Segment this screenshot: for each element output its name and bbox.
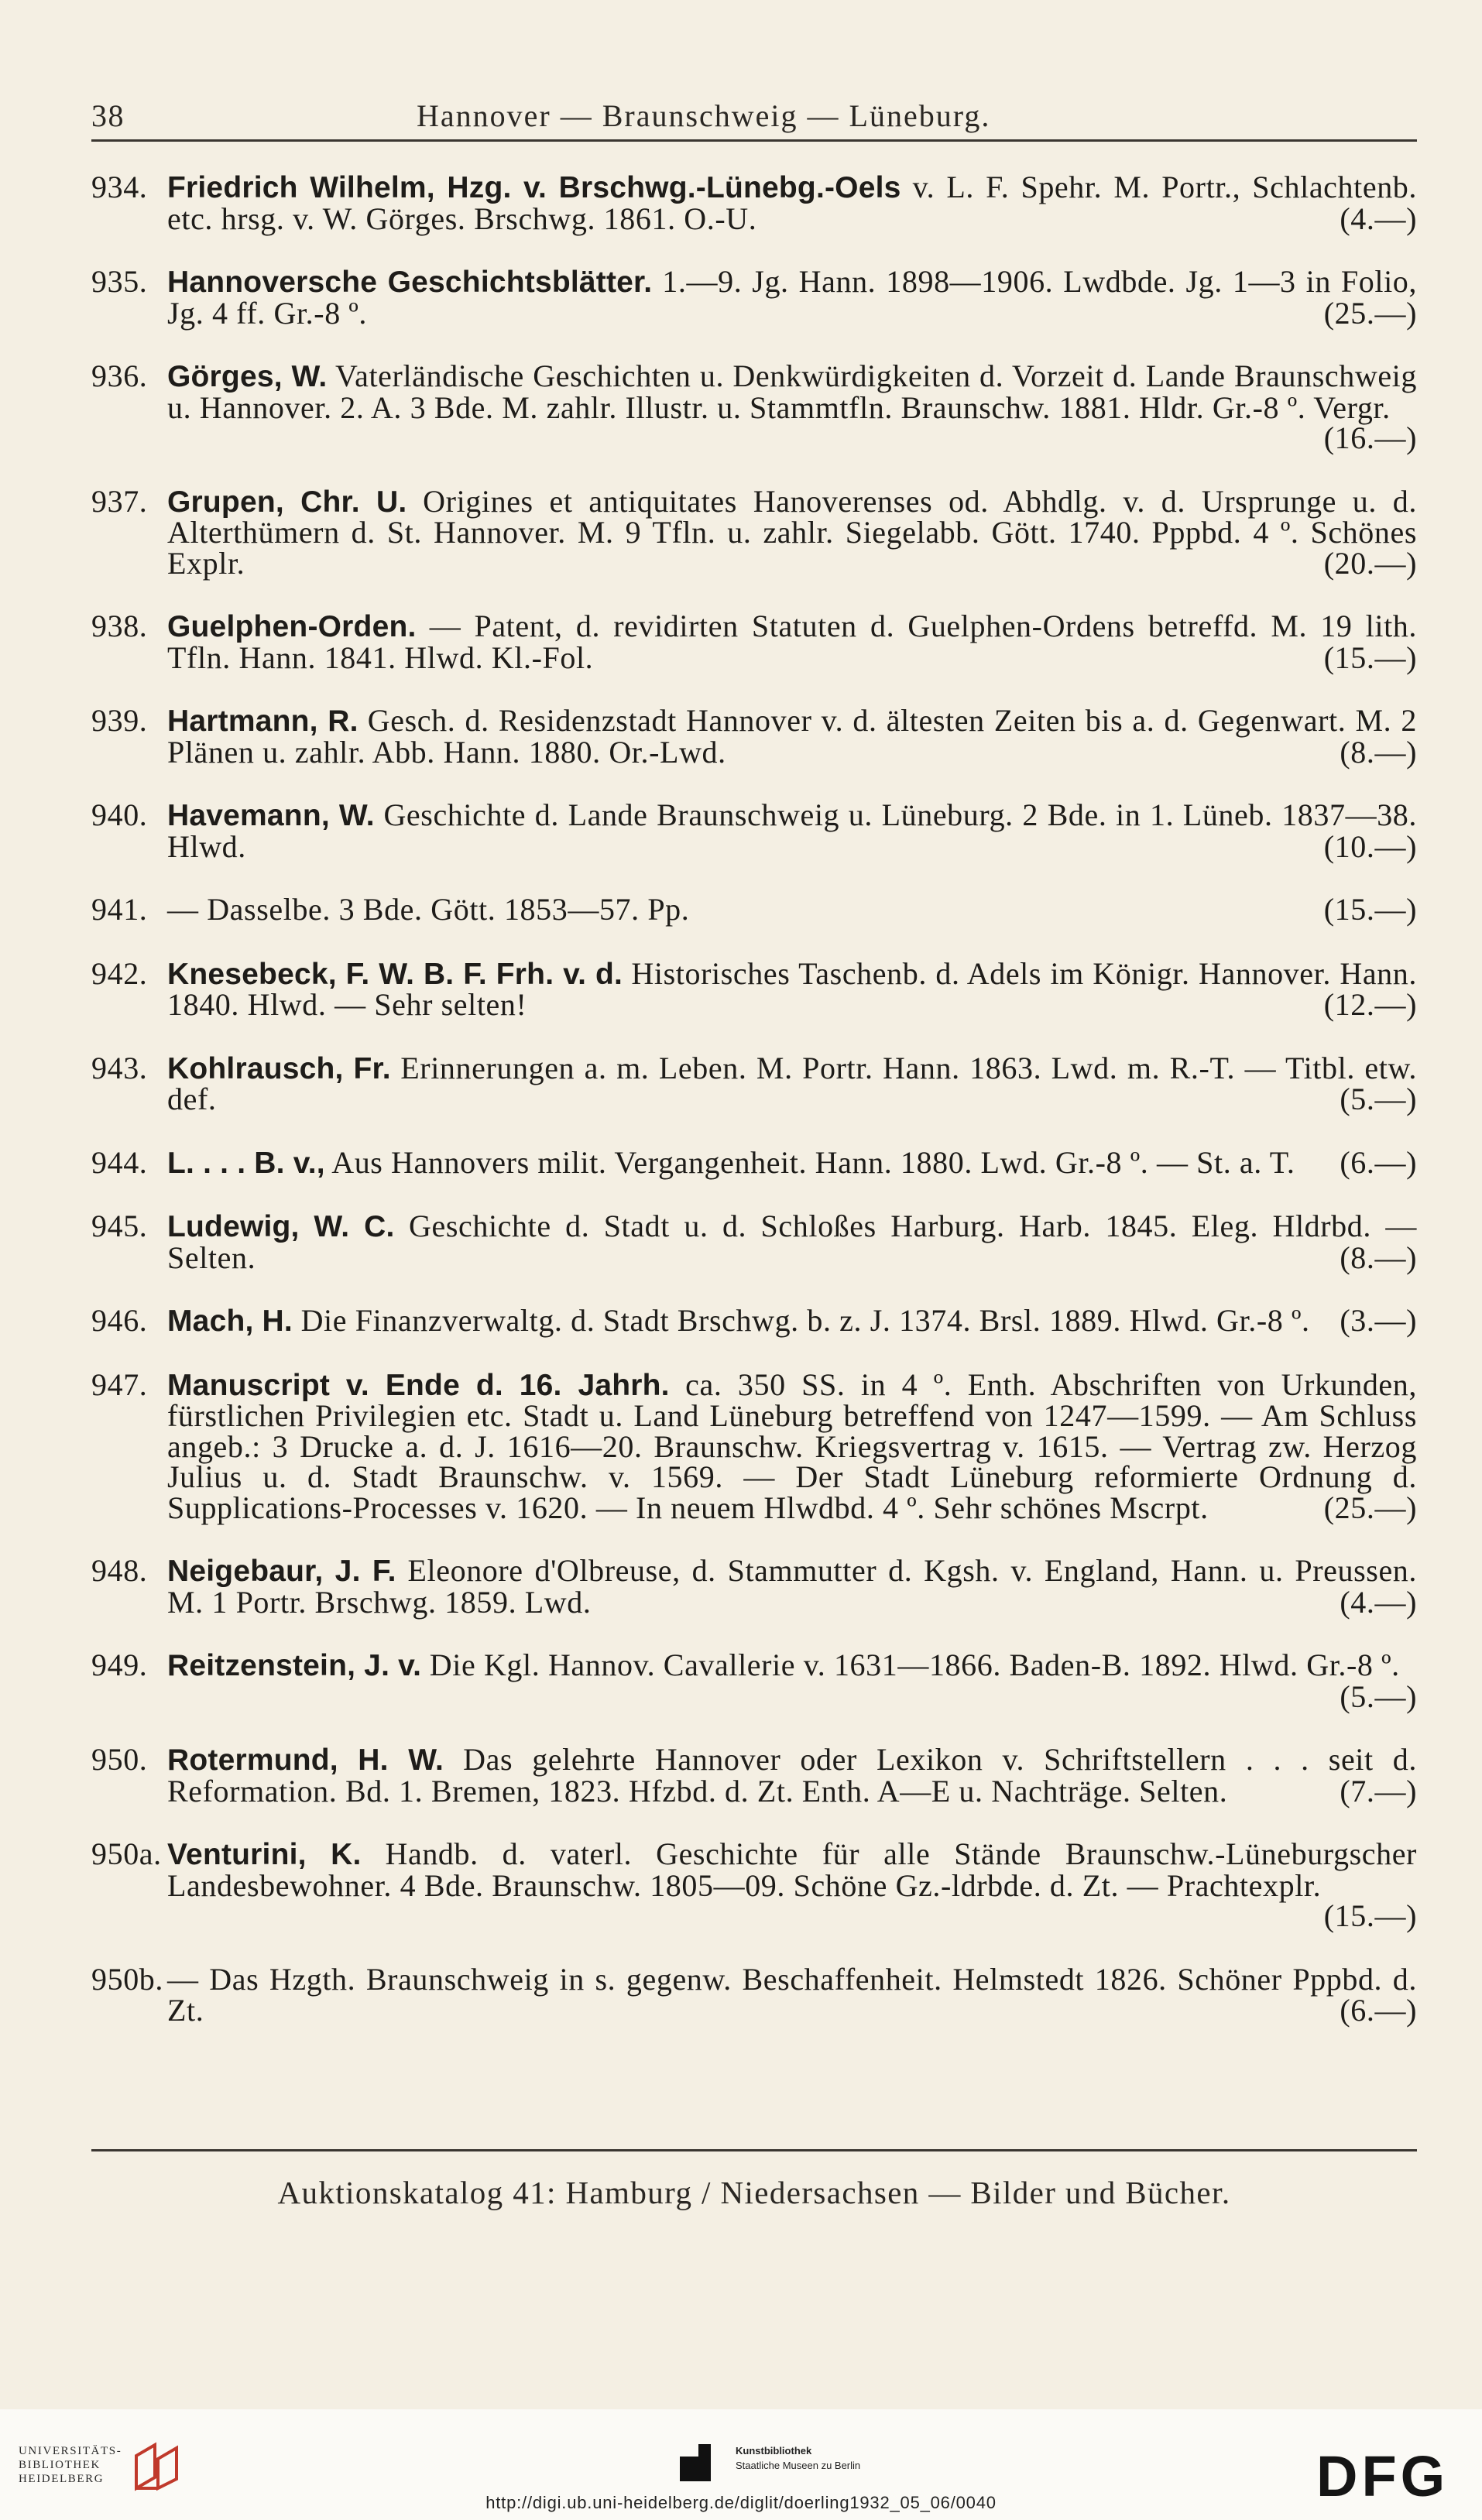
entry-body <box>167 483 1417 581</box>
catalog-entry <box>91 1050 1417 1116</box>
entry-author: Neigebaur, J. F. <box>167 1555 396 1588</box>
entry-body <box>167 1553 1417 1620</box>
source-url-link[interactable]: http://digi.ub.uni-heidelberg.de/diglit/doerling1932_05_06/0040 <box>485 2493 997 2512</box>
entry-text: Origines et antiquitates Hanoverenses od. Abhdlg. v. d. Ursprunge u. d. Alterthümern d. St. Hannover. M. 9 Tfln. u. zahlr. Siegelabb. Gött. 1740. Pppbd. 4 º. Schönes Explr. <box>167 483 1417 581</box>
entry-author: Reitzenstein, J. v. <box>167 1649 422 1682</box>
entry-description <box>167 1836 1417 1903</box>
catalog-entry <box>91 358 1417 455</box>
entry-number: 940. <box>91 797 148 832</box>
heidelberg-library-logo <box>132 2439 187 2493</box>
institution-line: UNIVERSITÄTS- <box>19 2445 122 2457</box>
entry-author: Havemann, W. <box>167 799 375 832</box>
entry-text: Das gelehrte Hannover oder Lexikon v. Schriftstellern . . . seit d. Reformation. Bd. 1. Bremen, 1823. Hfzbd. d. Zt. Enth. A—E u. Nachträge. Selten. <box>167 1742 1417 1809</box>
entry-description <box>167 892 689 927</box>
entry-number: 946. <box>91 1303 148 1338</box>
entry-author: Venturini, K. <box>167 1838 362 1871</box>
catalog-entry <box>91 1836 1417 1933</box>
entry-price: (25.—) <box>1323 295 1417 331</box>
entry-text: Die Kgl. Hannov. Cavallerie v. 1631—1866. Baden-B. 1892. Hlwd. Gr.-8 º. <box>421 1647 1400 1682</box>
catalog-entry <box>91 1742 1417 1809</box>
entry-price: (15.—) <box>1323 639 1417 675</box>
entry-author: Görges, W. <box>167 360 328 393</box>
catalog-entry <box>91 1211 1417 1273</box>
entry-price: (8.—) <box>1340 734 1417 770</box>
entry-number: 945. <box>91 1209 148 1243</box>
entry-description <box>167 1051 1417 1117</box>
entry-price: (12.—) <box>1323 987 1417 1022</box>
entry-text: — Das Hzgth. Braunschweig in s. gegenw. Beschaffenheit. Helmstedt 1826. Schöner Pppbd. d. Zt. <box>167 1961 1417 2028</box>
catalog-entry <box>91 1366 1417 1525</box>
entry-author: L. . . . B. v., <box>167 1146 325 1180</box>
header-title: Hannover — Braunschweig — Lüneburg. <box>417 98 991 133</box>
entry-body <box>167 358 1417 455</box>
catalog-entry <box>91 797 1417 864</box>
kunstbibliothek-logo <box>680 2444 711 2481</box>
institution-line: HEIDELBERG <box>19 2473 105 2485</box>
entry-author: Knesebeck, F. W. B. F. Frh. v. d. <box>167 957 623 991</box>
entry-number: 937. <box>91 483 148 519</box>
footer-rule <box>91 2149 1417 2151</box>
entry-text: Historisches Taschenb. d. Adels im Königr. Hannover. Hann. 1840. Hlwd. — Sehr selten! <box>167 955 1417 1022</box>
entry-description <box>167 703 1417 770</box>
entry-author: Kohlrausch, Fr. <box>167 1051 391 1085</box>
entry-description <box>167 1962 1417 2028</box>
catalog-entry <box>91 483 1417 581</box>
entry-author: Hannoversche Geschichtsblätter. <box>167 266 653 299</box>
catalog-entry <box>91 1144 1417 1180</box>
entry-description <box>167 264 1417 331</box>
entry-author: Rotermund, H. W. <box>167 1743 444 1777</box>
entry-number: 950b. <box>91 1961 163 1997</box>
entry-author: Hartmann, R. <box>167 705 358 738</box>
entry-body <box>167 172 1417 234</box>
entry-body <box>167 1211 1417 1273</box>
entry-body <box>167 611 1417 673</box>
entry-price: (4.—) <box>1340 1584 1417 1620</box>
entry-text: Handb. d. vaterl. Geschichte für alle Stände Braunschw.-Lüneburgscher Landesbewohner. 4 Bde. Braunschw. 1805—09. Schöne Gz.-ldrbde. d. Zt. — Prachtexplr. <box>167 1836 1417 1903</box>
entry-number: 941. <box>91 892 148 927</box>
entry-body <box>167 955 1417 1022</box>
entry-description <box>167 1742 1417 1809</box>
entry-body <box>167 1742 1417 1809</box>
entry-price: (4.—) <box>1340 201 1417 236</box>
entry-description <box>167 1145 1295 1180</box>
entry-number: 944. <box>91 1144 148 1180</box>
entry-body <box>167 1305 1417 1337</box>
entry-number: 943. <box>91 1050 148 1085</box>
entry-body <box>167 1961 1417 2028</box>
entry-price: (3.—) <box>1340 1303 1417 1338</box>
entry-number: 949. <box>91 1647 148 1682</box>
entry-price: (10.—) <box>1323 828 1417 864</box>
entry-number: 947. <box>91 1366 148 1402</box>
entry-body <box>167 1050 1417 1116</box>
entry-price: (15.—) <box>1323 892 1417 927</box>
catalog-entry <box>91 611 1417 673</box>
entry-number: 935. <box>91 264 148 299</box>
entry-author: Mach, H. <box>167 1305 293 1338</box>
entry-description <box>167 1553 1417 1620</box>
kb-subtitle: Staatliche Museen zu Berlin <box>736 2460 861 2471</box>
entry-price: (25.—) <box>1323 1490 1417 1525</box>
entry-description <box>167 1367 1417 1525</box>
entry-price: (8.—) <box>1340 1239 1417 1275</box>
entry-text: — Patent, d. revidirten Statuten d. Guelphen-Ordens betreffd. M. 19 lith. Tfln. Hann. 1841. Hlwd. Kl.-Fol. <box>167 609 1417 675</box>
entry-text: Die Finanzverwaltg. d. Stadt Brschwg. b. z. J. 1374. Brsl. 1889. Hlwd. Gr.-8 º. <box>292 1303 1310 1338</box>
entry-text: v. L. F. Spehr. M. Portr., Schlachtenb. etc. hrsg. v. W. Görges. Brschwg. 1861. O.-U. <box>167 170 1417 236</box>
catalog-entry <box>91 1647 1417 1714</box>
entry-description <box>167 358 1417 425</box>
entry-body <box>167 797 1417 864</box>
entry-number: 938. <box>91 609 148 643</box>
catalog-entry <box>91 1961 1417 2028</box>
entry-text: Vaterländische Geschichten u. Denkwürdigkeiten d. Vorzeit d. Lande Braunschweig u. Hannover. 2. A. 3 Bde. M. zahlr. Illustr. u. Stammtfln. Braunschw. 1881. Hldr. Gr.-8 º. Vergr. <box>167 358 1417 425</box>
entry-body <box>167 894 1417 926</box>
entry-author: Friedrich Wilhelm, Hzg. v. Brschwg.-Lünebg.-Oels <box>167 171 901 204</box>
entry-description <box>167 956 1417 1023</box>
catalog-entry <box>91 955 1417 1022</box>
entry-number: 936. <box>91 358 148 393</box>
entry-price: (6.—) <box>1340 1144 1417 1180</box>
entry-text: Geschichte d. Lande Braunschweig u. Lüneburg. 2 Bde. in 1. Lüneb. 1837—38. Hlwd. <box>167 797 1417 864</box>
entry-body <box>167 1647 1417 1714</box>
entry-price: (5.—) <box>1340 1678 1417 1714</box>
catalog-entries <box>91 172 1417 2059</box>
entry-text: ca. 350 SS. in 4 º. Enth. Abschriften von Urkunden, fürstlichen Privilegien etc. Stadt u. Land Lüneburg betreffend von 1247—1599. — Am Schluss angeb.: 3 Drucke a. d. J. 1616—20. Braunschw. Kriegsvertrag v. 1615. — Vertrag zw. Herzog Julius u. d. Stadt Braunschw. v. 1569. — Der Stadt Lüneburg reformierte Ordnung d. Supplications-Processes v. 1620. — In neuem Hlwdbd. 4 º. Sehr schönes Mscrpt. <box>167 1366 1417 1525</box>
entry-author: Guelphen-Orden. <box>167 610 417 643</box>
entry-text: Aus Hannovers milit. Vergangenheit. Hann. 1880. Lwd. Gr.-8 º. — St. a. T. <box>324 1144 1295 1180</box>
entry-price: (15.—) <box>1323 1898 1417 1933</box>
university-library-name <box>19 2444 122 2486</box>
entry-author: Manuscript v. Ende d. 16. Jahrh. <box>167 1368 670 1402</box>
digitization-footer <box>0 2409 1482 2520</box>
dfg-logo: DFG <box>1316 2444 1449 2508</box>
entry-description <box>167 1303 1310 1338</box>
catalog-entry <box>91 894 1417 926</box>
entry-body <box>167 1366 1417 1525</box>
entry-body <box>167 264 1418 331</box>
entry-body <box>167 1144 1417 1180</box>
entry-number: 950a. <box>91 1836 162 1871</box>
entry-number: 942. <box>91 955 148 991</box>
entry-number: 950. <box>91 1742 148 1777</box>
entry-text: 1.—9. Jg. Hann. 1898—1906. Lwdbde. Jg. 1—3 in Folio, Jg. 4 ff. Gr.-8 º. <box>167 264 1418 331</box>
entry-number: 934. <box>91 170 148 204</box>
entry-price: (20.—) <box>1323 545 1417 581</box>
entry-number: 948. <box>91 1553 148 1588</box>
entry-text: Erinnerungen a. m. Leben. M. Portr. Hann. 1863. Lwd. m. R.-T. — Titbl. etw. def. <box>167 1050 1417 1116</box>
catalog-entry <box>91 703 1417 770</box>
entry-text: Geschichte d. Stadt u. d. Schloßes Harburg. Harb. 1845. Eleg. Hldrbd. — Selten. <box>167 1209 1417 1275</box>
header-rule <box>91 139 1417 142</box>
entry-description <box>167 1209 1417 1275</box>
entry-text: Gesch. d. Residenzstadt Hannover v. d. ältesten Zeiten bis a. d. Gegenwart. M. 2 Plänen u. zahlr. Abb. Hann. 1880. Or.-Lwd. <box>167 703 1417 770</box>
entry-author: Ludewig, W. C. <box>167 1210 395 1243</box>
entry-number: 939. <box>91 703 148 738</box>
entry-description <box>167 1647 1400 1682</box>
entry-description <box>167 609 1417 675</box>
entry-price: (7.—) <box>1340 1773 1417 1809</box>
catalog-entry <box>91 264 1418 331</box>
entry-description <box>167 797 1417 864</box>
catalog-title: Auktionskatalog 41: Hamburg / Niedersachsen — Bilder und Bücher. <box>277 2175 1231 2210</box>
entry-description <box>167 484 1417 581</box>
entry-body <box>167 1836 1417 1933</box>
entry-text: — Dasselbe. 3 Bde. Gött. 1853—57. Pp. <box>167 892 690 927</box>
running-header <box>91 91 1417 139</box>
institution-line: BIBLIOTHEK <box>19 2459 101 2471</box>
catalog-entry <box>91 1553 1417 1620</box>
entry-author: Grupen, Chr. U. <box>167 485 407 519</box>
catalog-entry <box>91 1305 1417 1337</box>
entry-text: Eleonore d'Olbreuse, d. Stammutter d. Kgsh. v. England, Hann. u. Preussen. M. 1 Portr. Brschwg. 1859. Lwd. <box>167 1553 1417 1620</box>
entry-price: (5.—) <box>1340 1082 1417 1116</box>
entry-body <box>167 703 1417 770</box>
catalog-entry <box>91 172 1417 234</box>
entry-description <box>167 170 1417 236</box>
kb-title: Kunstbibliothek <box>736 2445 812 2457</box>
kunstbibliothek-name <box>736 2443 860 2473</box>
entry-price: (16.—) <box>1323 420 1417 455</box>
page-number: 38 <box>91 98 125 133</box>
entry-price: (6.—) <box>1340 1993 1417 2028</box>
